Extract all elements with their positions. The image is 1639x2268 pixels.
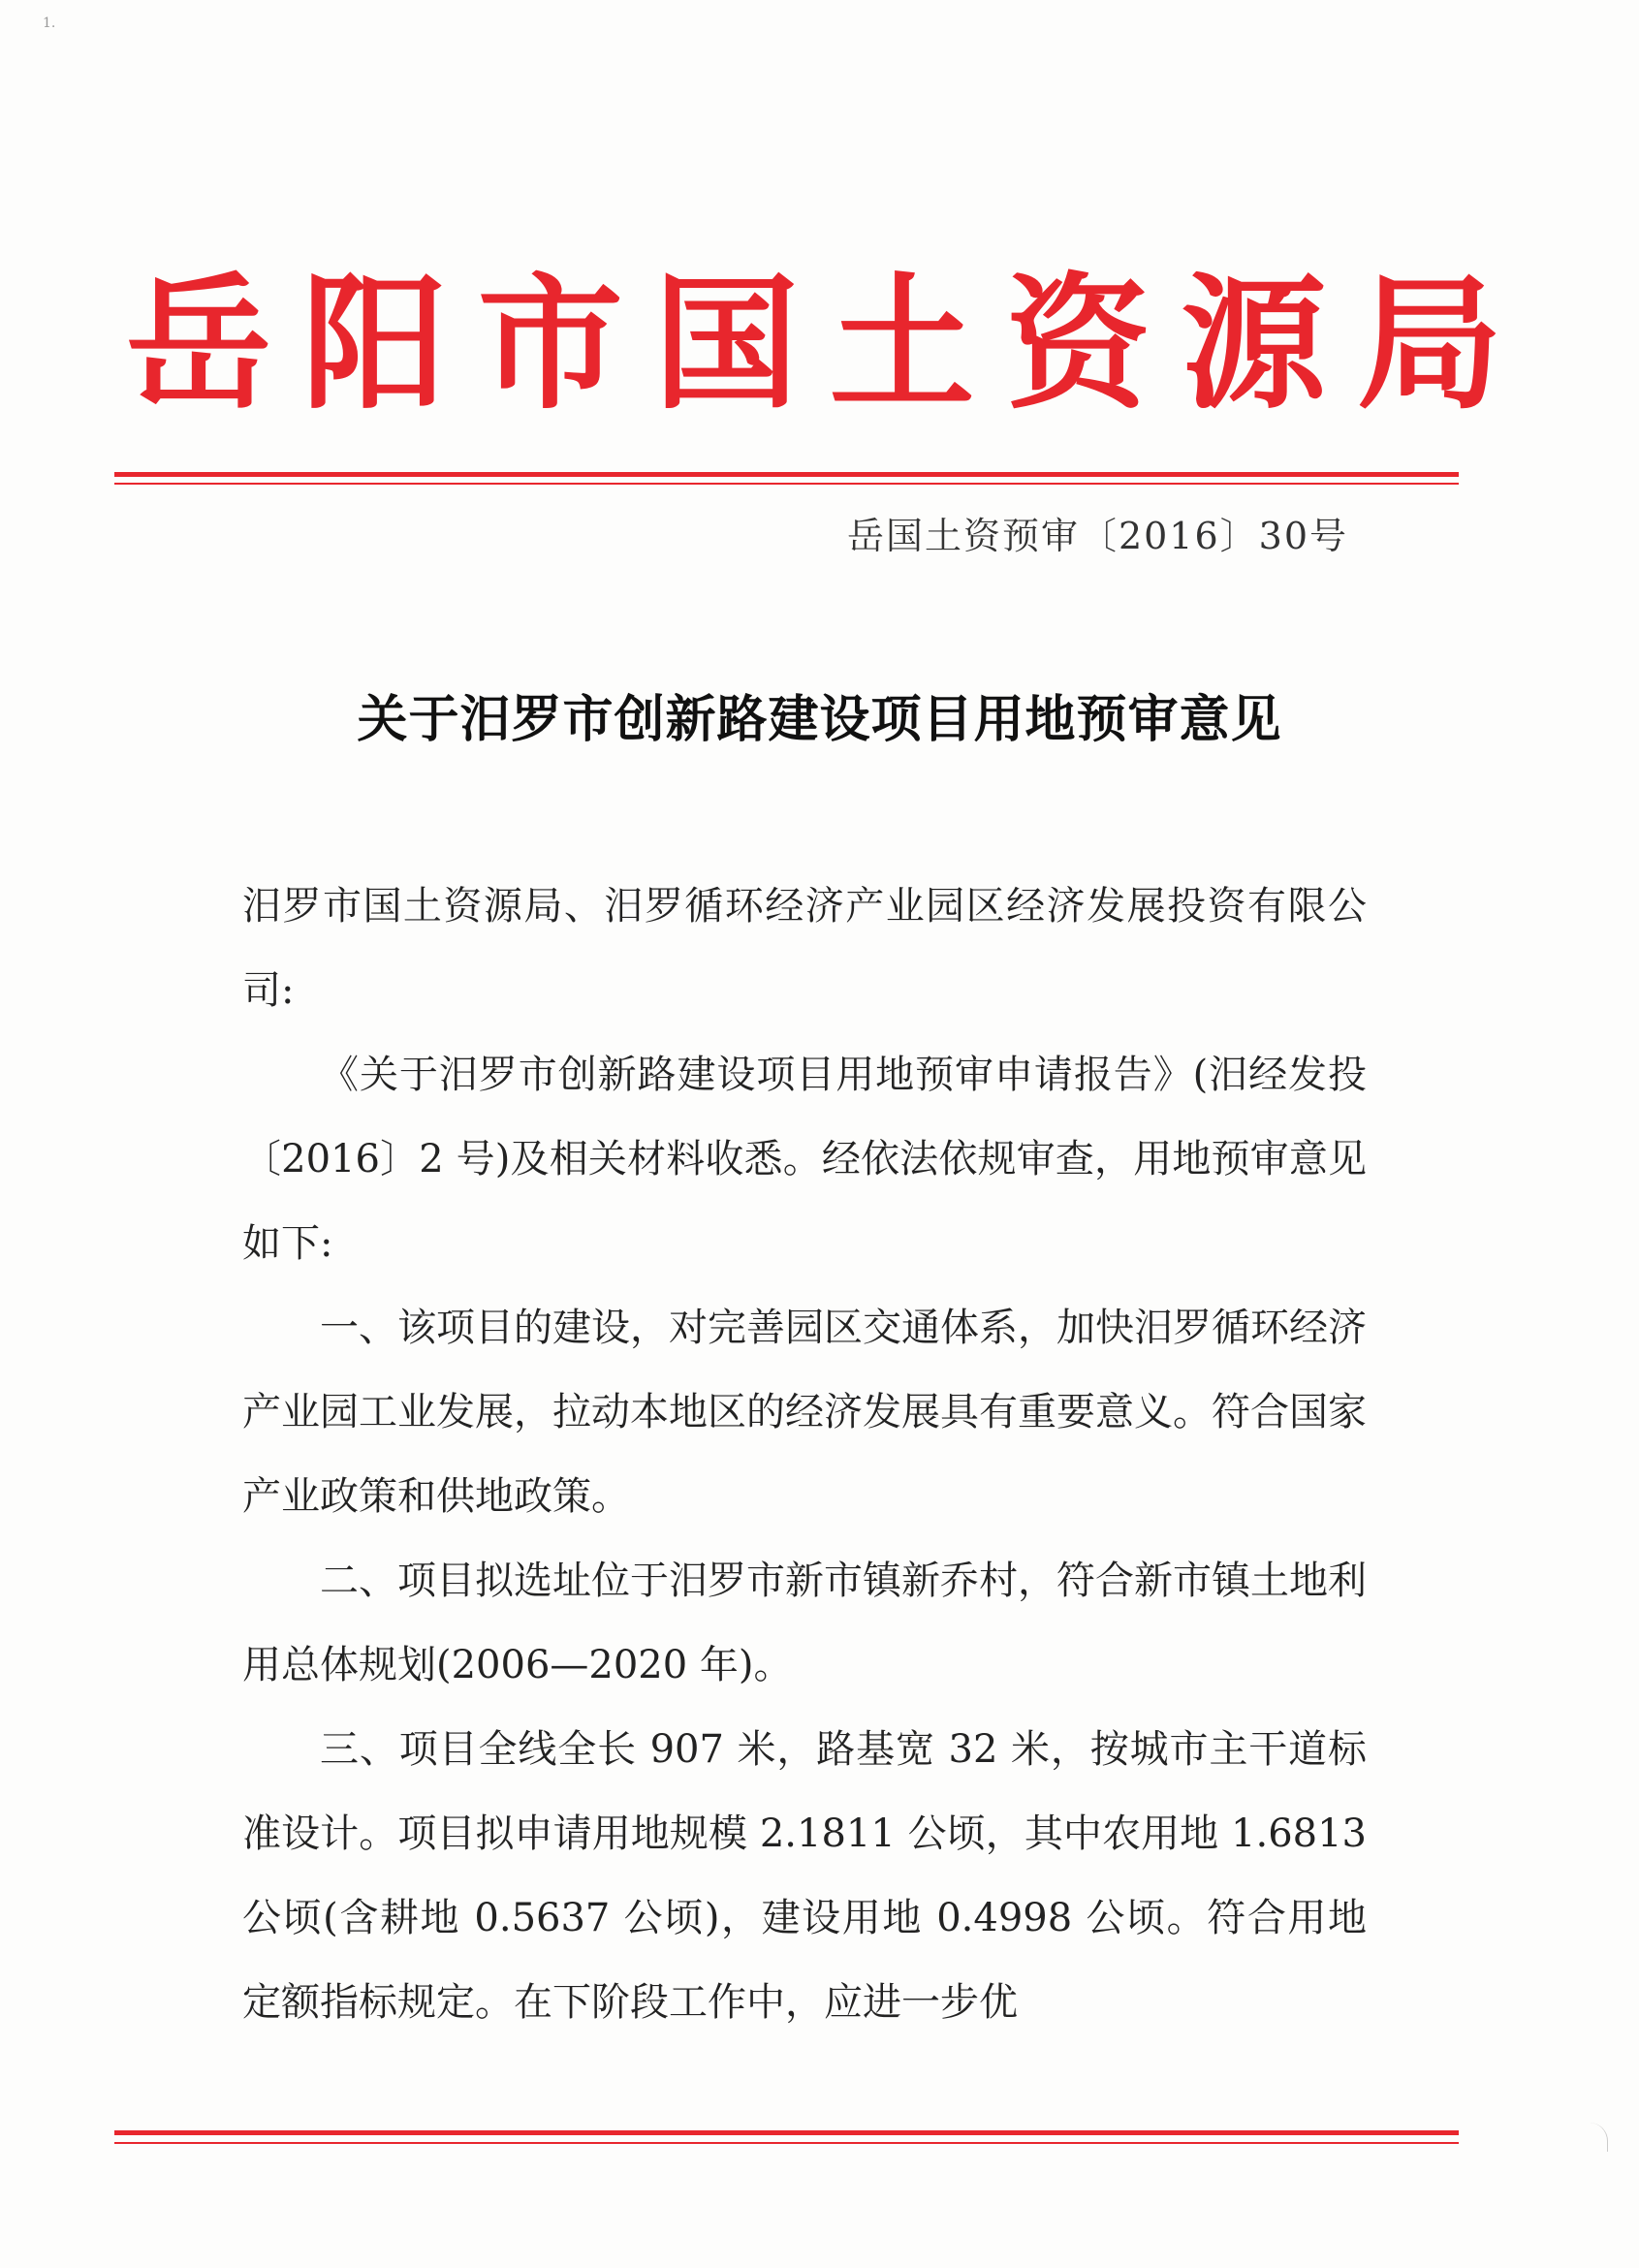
scan-mark: 1. <box>43 16 56 31</box>
body-paragraph: 一、该项目的建设，对完善园区交通体系，加快汨罗循环经济产业园工业发展，拉动本地区的经济发展具有重要意义。符合国家产业政策和供地政策。 <box>242 1306 1367 1519</box>
body-paragraph: 《关于汨罗市创新路建设项目用地预审申请报告》(汨经发投〔2016〕2 号)及相关材料收悉。经依法依规审查，用地预审意见如下: <box>242 1053 1367 1266</box>
letterhead-char: 资 <box>1005 259 1151 429</box>
letterhead-char: 土 <box>829 259 975 429</box>
letterhead-char: 岳 <box>125 259 271 429</box>
letterhead-char: 阳 <box>301 259 448 429</box>
letterhead-char: 源 <box>1181 259 1327 429</box>
document-number: 岳国土资预审〔2016〕30号 <box>846 515 1348 557</box>
header-red-rule <box>114 472 1459 477</box>
scan-edge-mark <box>1590 2123 1608 2152</box>
document-body <box>242 865 1367 2045</box>
document-title: 关于汨罗市创新路建设项目用地预审意见 <box>357 691 1282 749</box>
footer-red-rule <box>114 2130 1459 2135</box>
letterhead-char: 国 <box>653 259 800 429</box>
header-red-rule-thin <box>114 483 1459 485</box>
letterhead-title <box>116 259 1512 429</box>
footer-red-rule-thin <box>114 2142 1459 2144</box>
addressee: 汨罗市国土资源局、汨罗循环经济产业园区经济发展投资有限公司: <box>242 884 1367 1013</box>
body-paragraph: 二、项目拟选址位于汨罗市新市镇新乔村，符合新市镇土地利用总体规划(2006—2020 年)。 <box>242 1559 1367 1687</box>
body-paragraph: 三、项目全线全长 907 米，路基宽 32 米，按城市主干道标准设计。项目拟申请用地规模 2.1811 公顷，其中农用地 1.6813 公顷(含耕地 0.5637 公顷)，建设用地 0.4998 公顷。符合用地定额指标规定。在下阶段工作中，应进一步优 <box>242 1727 1367 2025</box>
letterhead-char: 局 <box>1356 259 1502 429</box>
letterhead-char: 市 <box>477 259 623 429</box>
